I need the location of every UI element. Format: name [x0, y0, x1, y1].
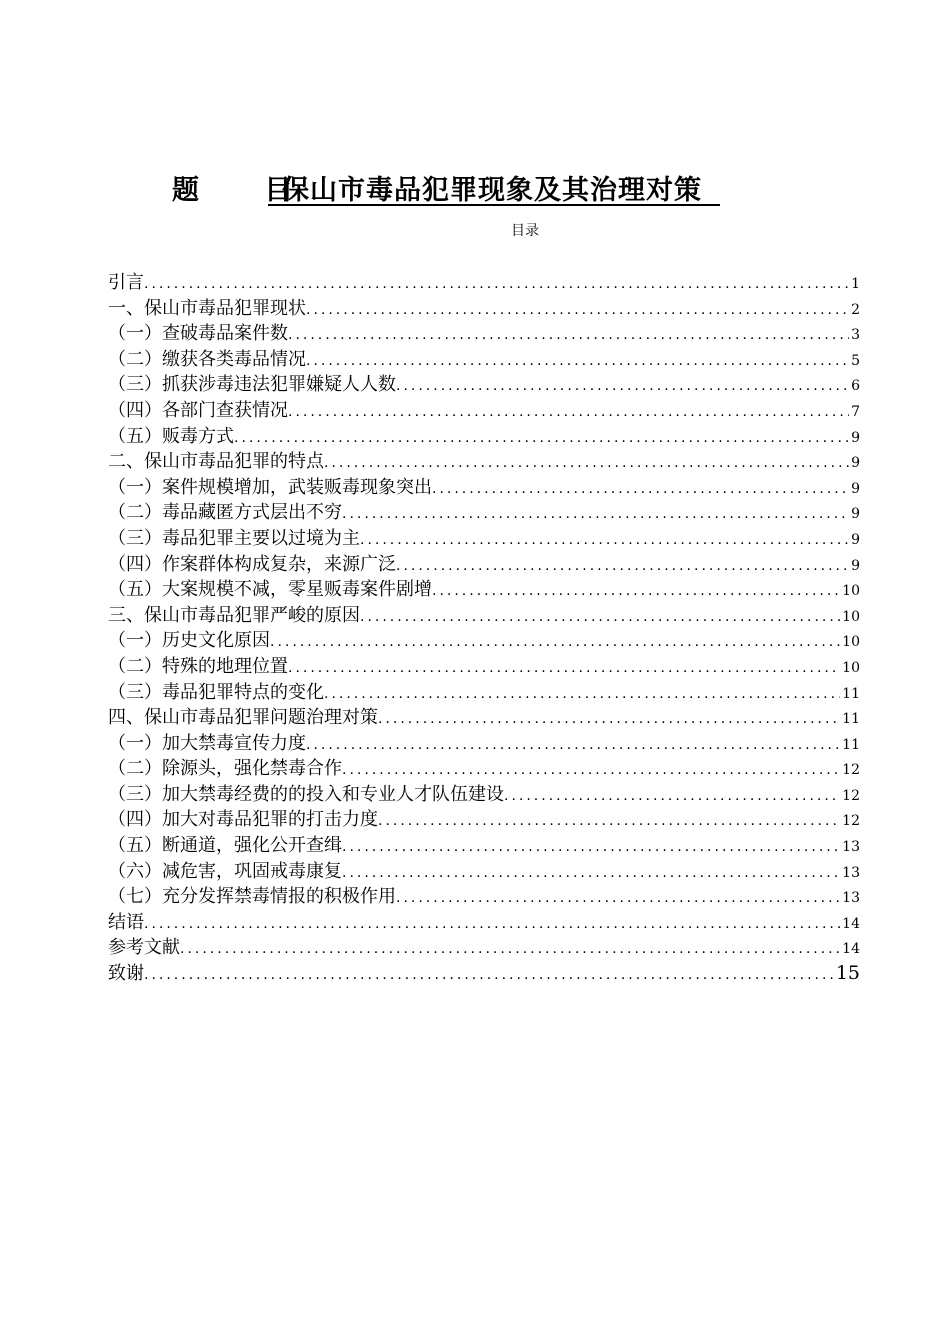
toc-dot-leader: [144, 963, 834, 987]
toc-entry-page-number: 3: [851, 327, 860, 344]
toc-dot-leader: [360, 605, 840, 629]
toc-entry-page-number: 14: [842, 915, 860, 932]
toc-dot-leader: [342, 861, 840, 885]
toc-entry[interactable]: [108, 961, 860, 987]
toc-entry[interactable]: [108, 935, 860, 961]
toc-entry-label: 参考文献: [108, 937, 180, 959]
toc-entry-page-number: 6: [851, 378, 860, 395]
toc-entry-label: （四）作案群体构成复杂，来源广泛: [108, 553, 396, 575]
toc-entry-label: （二）除源头，强化禁毒合作: [108, 758, 342, 780]
toc-dot-leader: [342, 758, 840, 782]
toc-dot-leader: [234, 426, 849, 450]
toc-entry-label: （四）加大对毒品犯罪的打击力度: [108, 809, 378, 831]
toc-entry-label: （三）加大禁毒经费的的投入和专业人才队伍建设: [108, 783, 504, 805]
toc-dot-leader: [396, 374, 849, 398]
toc-dot-leader: [324, 451, 849, 475]
title-row: [0, 168, 950, 212]
toc-entry-page-number: 13: [842, 890, 860, 907]
toc-entry[interactable]: [108, 628, 860, 654]
toc-entry-label: （四）各部门查获情况: [108, 399, 288, 421]
toc-entry-label: （二）毒品藏匿方式层出不穷: [108, 502, 342, 524]
toc-entry-label: （二）缴获各类毒品情况: [108, 348, 306, 370]
toc-entry-page-number: 1: [851, 276, 860, 292]
toc-entry-page-number: 13: [842, 864, 860, 881]
toc-dot-leader: [432, 477, 849, 501]
toc-entry-label: （七）充分发挥禁毒情报的积极作用: [108, 886, 396, 908]
toc-entry[interactable]: [108, 884, 860, 910]
toc-entry-page-number: 11: [842, 711, 860, 728]
toc-entry-page-number: 9: [851, 480, 860, 497]
toc-entry[interactable]: [108, 296, 860, 322]
toc-entry[interactable]: [108, 500, 860, 526]
toc-entry[interactable]: [108, 680, 860, 706]
title-label: 题 目: [172, 175, 320, 206]
toc-dot-leader: [144, 272, 849, 296]
toc-entry[interactable]: [108, 321, 860, 347]
toc-entry-page-number: 5: [851, 352, 860, 369]
toc-entry[interactable]: [108, 372, 860, 398]
toc-entry-label: 一、保山市毒品犯罪现状: [108, 297, 306, 319]
thesis-title: 保山市毒品犯罪现象及其治理对策: [268, 168, 720, 206]
toc-entry[interactable]: [108, 807, 860, 833]
toc-dot-leader: [288, 323, 849, 347]
toc-entry-label: （一）加大禁毒宣传力度: [108, 732, 306, 754]
toc-entry-page-number: 10: [842, 608, 860, 625]
toc-entry[interactable]: [108, 526, 860, 552]
toc-dot-leader: [342, 835, 840, 859]
table-of-contents: [108, 270, 860, 987]
toc-entry-label: 引言: [108, 272, 144, 293]
toc-entry-page-number: 13: [842, 839, 860, 856]
toc-entry[interactable]: [108, 782, 860, 808]
toc-entry-page-number: 10: [842, 659, 860, 676]
toc-entry-label: （五）贩毒方式: [108, 425, 234, 447]
toc-dot-leader: [288, 400, 849, 424]
toc-entry-page-number: 12: [842, 813, 860, 830]
toc-entry[interactable]: [108, 654, 860, 680]
toc-entry-page-number: 9: [851, 455, 860, 472]
toc-entry-label: 致谢: [108, 963, 144, 985]
toc-entry-page-number: 9: [851, 429, 860, 446]
toc-entry[interactable]: [108, 449, 860, 475]
toc-dot-leader: [504, 784, 840, 808]
toc-entry-label: （五）大案规模不减，零星贩毒案件剧增: [108, 579, 432, 601]
toc-entry-label: （六）减危害，巩固戒毒康复: [108, 860, 342, 882]
toc-dot-leader: [306, 733, 840, 757]
toc-entry-page-number: 12: [842, 787, 860, 804]
toc-dot-leader: [378, 707, 840, 731]
toc-entry[interactable]: [108, 347, 860, 373]
toc-entry-label: 结语: [108, 911, 144, 933]
toc-entry[interactable]: [108, 833, 860, 859]
toc-dot-leader: [360, 528, 849, 552]
toc-dot-leader: [306, 298, 849, 322]
toc-dot-leader: [180, 937, 840, 961]
toc-heading: 目录: [511, 223, 539, 239]
toc-entry[interactable]: [108, 859, 860, 885]
toc-dot-leader: [270, 630, 840, 654]
toc-entry[interactable]: [108, 756, 860, 782]
toc-entry[interactable]: [108, 577, 860, 603]
toc-entry-label: （一）查破毒品案件数: [108, 323, 288, 345]
toc-dot-leader: [378, 809, 840, 833]
toc-entry-page-number: 9: [851, 531, 860, 548]
toc-entry-label: （一）案件规模增加，武装贩毒现象突出: [108, 476, 432, 498]
toc-entry-label: 四、保山市毒品犯罪问题治理对策: [108, 707, 378, 729]
toc-entry-page-number: 12: [842, 762, 860, 779]
toc-entry-page-number: 9: [851, 506, 860, 523]
toc-dot-leader: [306, 349, 849, 373]
toc-entry[interactable]: [108, 552, 860, 578]
toc-entry-page-number: 7: [851, 403, 860, 420]
toc-entry-page-number: 11: [842, 736, 860, 753]
toc-dot-leader: [144, 912, 840, 936]
toc-entry-label: （三）毒品犯罪特点的变化: [108, 681, 324, 703]
toc-entry[interactable]: [108, 731, 860, 757]
toc-entry-page-number: 9: [851, 557, 860, 574]
toc-entry-page-number: 15: [835, 962, 860, 985]
toc-entry-page-number: 10: [842, 583, 860, 600]
toc-entry[interactable]: [108, 910, 860, 936]
toc-entry-page-number: 2: [851, 301, 860, 318]
toc-entry-page-number: 11: [842, 685, 860, 702]
toc-dot-leader: [342, 502, 849, 526]
toc-entry[interactable]: [108, 424, 860, 450]
toc-entry-label: 三、保山市毒品犯罪严峻的原因: [108, 604, 360, 626]
toc-dot-leader: [324, 682, 840, 706]
toc-entry-label: （五）断通道，强化公开查缉: [108, 835, 342, 857]
toc-entry-page-number: 14: [842, 941, 860, 958]
toc-dot-leader: [396, 886, 840, 910]
toc-entry[interactable]: [108, 270, 860, 296]
toc-dot-leader: [396, 554, 849, 578]
toc-entry-label: 二、保山市毒品犯罪的特点: [108, 451, 324, 473]
toc-entry[interactable]: [108, 398, 860, 424]
toc-entry-label: （一）历史文化原因: [108, 630, 270, 652]
toc-dot-leader: [432, 579, 840, 603]
toc-entry[interactable]: [108, 475, 860, 501]
toc-dot-leader: [288, 656, 840, 680]
toc-entry-page-number: 10: [842, 634, 860, 651]
toc-entry-label: （二）特殊的地理位置: [108, 655, 288, 677]
toc-entry-label: （三）毒品犯罪主要以过境为主: [108, 527, 360, 549]
toc-entry[interactable]: [108, 603, 860, 629]
toc-entry[interactable]: [108, 705, 860, 731]
toc-entry-label: （三）抓获涉毒违法犯罪嫌疑人人数: [108, 374, 396, 396]
